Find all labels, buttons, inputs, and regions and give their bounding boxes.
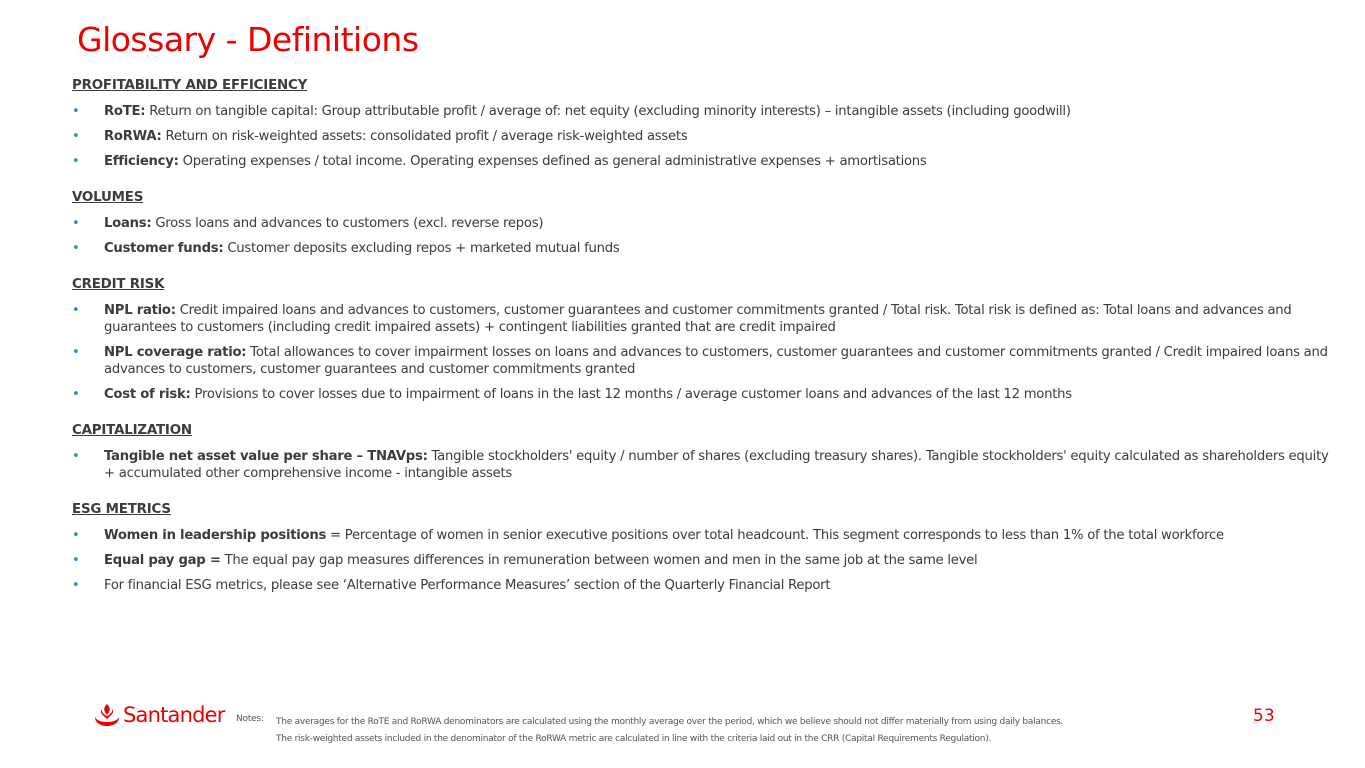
flame-icon <box>93 703 121 727</box>
notes-label: Notes: <box>236 714 264 724</box>
section-capitalization <box>72 422 1337 482</box>
bullet-icon: • <box>72 241 80 256</box>
definition-item <box>72 448 1337 482</box>
definition-text: The equal pay gap measures differences in remuneration between women and men in the same job at the same level <box>220 553 978 568</box>
definition-term: Cost of risk: <box>104 387 191 402</box>
page-number: 53 <box>1253 706 1275 726</box>
brand-name: Santander <box>123 703 225 727</box>
definition-item <box>72 577 1337 594</box>
definition-item <box>72 240 1337 257</box>
definition-item <box>72 128 1337 145</box>
definition-text: = Percentage of women in senior executive positions over total headcount. This segment corresponds to less than 1% of the total workforce <box>326 528 1224 543</box>
section-heading: CREDIT RISK <box>72 277 165 292</box>
definition-text: Tangible stockholders' equity / number of shares (excluding treasury shares). Tangible stockholders' equity calculated as shareholders equity + accumulated other comprehensive income - intangible assets <box>104 449 1329 481</box>
definition-item <box>72 344 1337 378</box>
definition-term: NPL ratio: <box>104 303 176 318</box>
section-heading: VOLUMES <box>72 190 144 205</box>
definition-text: Provisions to cover losses due to impairment of loans in the last 12 months / average customer loans and advances of the last 12 months <box>190 387 1072 402</box>
definition-item <box>72 302 1337 336</box>
section-heading: PROFITABILITY AND EFFICIENCY <box>72 78 308 93</box>
bullet-icon: • <box>72 528 80 543</box>
section-profitability <box>72 77 1337 170</box>
definition-item <box>72 153 1337 170</box>
definition-term: Women in leadership positions <box>104 528 327 543</box>
definition-term: Equal pay gap = <box>104 553 221 568</box>
bullet-icon: • <box>72 449 80 464</box>
definition-text: Total allowances to cover impairment losses on loans and advances to customers, customer guarantees and customer commitments granted / Credit impaired loans and advances to customers, customer guarantees and customer commitments granted <box>104 345 1328 377</box>
bullet-icon: • <box>72 553 80 568</box>
definition-text: Return on tangible capital: Group attributable profit / average of: net equity (excluding minority interests) – intangible assets (including goodwill) <box>145 104 1071 119</box>
definition-text: Customer deposits excluding repos + marketed mutual funds <box>223 241 620 256</box>
definition-term: Customer funds: <box>104 241 224 256</box>
definition-item <box>72 527 1337 544</box>
note-line: The risk-weighted assets included in the denominator of the RoRWA metric are calculated in line with the criteria laid out in the CRR (Capital Requirements Regulation). <box>276 734 992 744</box>
definition-term: Loans: <box>104 216 152 231</box>
definition-item <box>72 215 1337 232</box>
bullet-icon: • <box>72 104 80 119</box>
definition-term: Efficiency: <box>104 154 179 169</box>
bullet-icon: • <box>72 578 80 593</box>
definition-term: NPL coverage ratio: <box>104 345 247 360</box>
bullet-icon: • <box>72 345 80 360</box>
definition-text: Operating expenses / total income. Operating expenses defined as general administrative expenses + amortisations <box>178 154 927 169</box>
definition-text: Gross loans and advances to customers (excl. reverse repos) <box>151 216 544 231</box>
definition-text: Credit impaired loans and advances to customers, customer guarantees and customer commitments granted / Total risk. Total risk is defined as: Total loans and advances and guarantees to customers (including credit impaired assets) + contingent liabilities granted that are credit impaired <box>104 303 1292 335</box>
definition-text: Return on risk-weighted assets: consolidated profit / average risk-weighted assets <box>161 129 688 144</box>
section-volumes <box>72 189 1337 257</box>
definition-term: Tangible net asset value per share – TNAVps: <box>104 449 428 464</box>
bullet-icon: • <box>72 129 80 144</box>
bullet-icon: • <box>72 303 80 318</box>
bullet-icon: • <box>72 387 80 402</box>
definition-item <box>72 386 1337 403</box>
section-credit-risk <box>72 276 1337 403</box>
section-heading: ESG METRICS <box>72 502 171 517</box>
footer-notes <box>276 714 1236 748</box>
definition-item <box>72 552 1337 569</box>
section-esg-metrics <box>72 501 1337 594</box>
definition-item <box>72 103 1337 120</box>
santander-logo <box>93 703 225 727</box>
definition-text: For financial ESG metrics, please see ‘Alternative Performance Measures’ section of the Quarterly Financial Report <box>104 578 831 593</box>
bullet-icon: • <box>72 216 80 231</box>
section-heading: CAPITALIZATION <box>72 423 192 438</box>
bullet-icon: • <box>72 154 80 169</box>
definition-term: RoTE: <box>104 104 146 119</box>
definition-term: RoRWA: <box>104 129 162 144</box>
glossary-content <box>72 77 1337 613</box>
page-title: Glossary - Definitions <box>77 20 419 59</box>
note-line: The averages for the RoTE and RoRWA denominators are calculated using the monthly average over the period, which we believe should not differ materially from using daily balances. <box>276 717 1064 727</box>
